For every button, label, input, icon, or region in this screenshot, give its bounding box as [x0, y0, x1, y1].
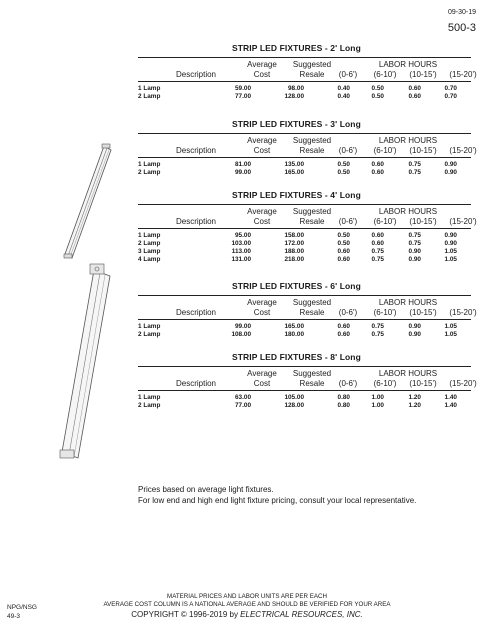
- row-resale: 188.00: [284, 248, 304, 255]
- header-rule-bottom: [138, 390, 471, 391]
- row-hours-6-10: 0.75: [371, 323, 384, 330]
- header-labor-hours: LABOR HOURS: [378, 369, 438, 378]
- header-hours-10-15: (10-15'): [409, 308, 437, 317]
- row-hours-15-20: 0.90: [444, 161, 457, 168]
- row-hours-10-15: 0.75: [408, 240, 421, 247]
- header-description: Description: [175, 379, 216, 388]
- header-suggested: Suggested: [292, 60, 332, 69]
- row-hours-0-6: 0.60: [337, 256, 350, 263]
- fixture-section: [0, 352, 494, 432]
- row-average-cost: 99.00: [235, 169, 251, 176]
- row-resale: 172.00: [284, 240, 304, 247]
- row-description: 2 Lamp: [138, 93, 161, 100]
- footer-copyright: [0, 610, 494, 619]
- header-rule-bottom: [138, 228, 471, 229]
- row-average-cost: 63.00: [235, 394, 251, 401]
- row-hours-15-20: 0.90: [444, 232, 457, 239]
- header-average: Average: [247, 369, 277, 378]
- row-hours-6-10: 0.60: [371, 169, 384, 176]
- row-hours-15-20: 1.40: [444, 402, 457, 409]
- row-hours-0-6: 0.80: [337, 394, 350, 401]
- row-description: 1 Lamp: [138, 394, 161, 401]
- row-average-cost: 131.00: [231, 256, 251, 263]
- row-hours-0-6: 0.40: [337, 93, 350, 100]
- header-hours-15-20: (15-20'): [449, 308, 477, 317]
- row-resale: 180.00: [284, 331, 304, 338]
- table-row: [0, 240, 494, 248]
- header-rule-top: [138, 204, 471, 205]
- row-hours-6-10: 0.50: [371, 85, 384, 92]
- footer-left-line-1: NPG/NSG: [7, 604, 37, 611]
- table-row: [0, 256, 494, 264]
- header-rule-bottom: [138, 319, 471, 320]
- header-description: Description: [175, 146, 216, 155]
- table-row: [0, 394, 494, 402]
- header-rule-top: [138, 295, 471, 296]
- section-title: STRIP LED FIXTURES - 4' Long: [232, 190, 361, 200]
- table-row: [0, 232, 494, 240]
- header-hours-0-6: (0-6'): [338, 146, 358, 155]
- header-average: Average: [247, 298, 277, 307]
- section-title: STRIP LED FIXTURES - 8' Long: [232, 352, 361, 362]
- table-row: [0, 323, 494, 331]
- header-cost: Cost: [253, 379, 271, 388]
- header-labor-hours: LABOR HOURS: [378, 136, 438, 145]
- row-resale: 218.00: [284, 256, 304, 263]
- header-hours-6-10: (6-10'): [373, 146, 397, 155]
- row-hours-10-15: 0.90: [408, 323, 421, 330]
- header-hours-10-15: (10-15'): [409, 379, 437, 388]
- row-hours-6-10: 0.75: [371, 248, 384, 255]
- row-hours-0-6: 0.50: [337, 240, 350, 247]
- footer-disclaimer-1: MATERIAL PRICES AND LABOR UNITS ARE PER EACH: [167, 593, 327, 600]
- footer-disclaimer-2: AVERAGE COST COLUMN IS A NATIONAL AVERAGE AND SHOULD BE VERIFIED FOR YOUR AREA: [103, 601, 391, 608]
- row-resale: 105.00: [284, 394, 304, 401]
- row-hours-10-15: 0.75: [408, 232, 421, 239]
- row-resale: 128.00: [284, 402, 304, 409]
- row-hours-6-10: 1.00: [371, 394, 384, 401]
- row-description: 1 Lamp: [138, 323, 161, 330]
- row-description: 3 Lamp: [138, 248, 161, 255]
- row-description: 1 Lamp: [138, 232, 161, 239]
- header-hours-0-6: (0-6'): [338, 217, 358, 226]
- section-title: STRIP LED FIXTURES - 6' Long: [232, 281, 361, 291]
- header-labor-hours: LABOR HOURS: [378, 298, 438, 307]
- row-hours-0-6: 0.60: [337, 323, 350, 330]
- header-rule-top: [138, 57, 471, 58]
- table-row: [0, 331, 494, 339]
- row-hours-15-20: 0.90: [444, 169, 457, 176]
- header-labor-hours: LABOR HOURS: [378, 60, 438, 69]
- row-resale: 128.00: [284, 93, 304, 100]
- row-average-cost: 77.00: [235, 93, 251, 100]
- row-resale: 165.00: [284, 323, 304, 330]
- row-hours-6-10: 0.60: [371, 240, 384, 247]
- header-suggested: Suggested: [292, 369, 332, 378]
- header-hours-6-10: (6-10'): [373, 379, 397, 388]
- header-description: Description: [175, 308, 216, 317]
- row-resale: 158.00: [284, 232, 304, 239]
- row-description: 2 Lamp: [138, 402, 161, 409]
- header-hours-10-15: (10-15'): [409, 217, 437, 226]
- header-hours-15-20: (15-20'): [449, 217, 477, 226]
- row-hours-6-10: 0.75: [371, 331, 384, 338]
- header-average: Average: [247, 136, 277, 145]
- header-rule-top: [138, 366, 471, 367]
- row-resale: 98.00: [288, 85, 304, 92]
- table-row: [0, 402, 494, 410]
- note-line-1: Prices based on average light fixtures.: [138, 485, 274, 494]
- row-hours-10-15: 0.75: [408, 169, 421, 176]
- row-hours-0-6: 0.50: [337, 161, 350, 168]
- header-suggested: Suggested: [292, 207, 332, 216]
- header-hours-10-15: (10-15'): [409, 146, 437, 155]
- row-hours-10-15: 0.90: [408, 331, 421, 338]
- header-resale: Resale: [299, 70, 325, 79]
- table-row: [0, 85, 494, 93]
- row-hours-0-6: 0.80: [337, 402, 350, 409]
- header-rule-top: [138, 133, 471, 134]
- row-hours-0-6: 0.50: [337, 232, 350, 239]
- row-hours-15-20: 1.40: [444, 394, 457, 401]
- table-row: [0, 169, 494, 177]
- row-resale: 135.00: [284, 161, 304, 168]
- header-hours-0-6: (0-6'): [338, 70, 358, 79]
- header-hours-15-20: (15-20'): [449, 379, 477, 388]
- row-average-cost: 108.00: [231, 331, 251, 338]
- header-cost: Cost: [253, 70, 271, 79]
- fixture-section: [0, 190, 494, 270]
- page-date: 09-30-19: [447, 9, 476, 16]
- row-hours-6-10: 0.50: [371, 93, 384, 100]
- row-hours-0-6: 0.60: [337, 331, 350, 338]
- header-cost: Cost: [253, 308, 271, 317]
- header-hours-10-15: (10-15'): [409, 70, 437, 79]
- header-cost: Cost: [253, 217, 271, 226]
- header-resale: Resale: [299, 217, 325, 226]
- header-hours-6-10: (6-10'): [373, 217, 397, 226]
- table-row: [0, 93, 494, 101]
- row-hours-10-15: 0.60: [408, 93, 421, 100]
- row-resale: 165.00: [284, 169, 304, 176]
- row-average-cost: 77.00: [235, 402, 251, 409]
- header-suggested: Suggested: [292, 298, 332, 307]
- row-hours-6-10: 0.60: [371, 161, 384, 168]
- table-row: [0, 161, 494, 169]
- row-description: 2 Lamp: [138, 169, 161, 176]
- row-hours-15-20: 0.90: [444, 240, 457, 247]
- header-description: Description: [175, 70, 216, 79]
- row-average-cost: 59.00: [235, 85, 251, 92]
- row-description: 2 Lamp: [138, 240, 161, 247]
- row-average-cost: 81.00: [235, 161, 251, 168]
- row-hours-0-6: 0.60: [337, 248, 350, 255]
- copyright-company: ELECTRICAL RESOURCES, INC.: [240, 610, 363, 619]
- row-hours-0-6: 0.50: [337, 169, 350, 176]
- header-labor-hours: LABOR HOURS: [378, 207, 438, 216]
- row-hours-15-20: 1.05: [444, 331, 457, 338]
- header-rule-bottom: [138, 81, 471, 82]
- row-hours-6-10: 0.60: [371, 232, 384, 239]
- row-hours-10-15: 0.90: [408, 248, 421, 255]
- note-line-2: For low end and high end light fixture pricing, consult your local representative.: [138, 496, 417, 505]
- header-rule-bottom: [138, 157, 471, 158]
- copyright-prefix: COPYRIGHT © 1996-2019 by: [131, 610, 241, 619]
- header-average: Average: [247, 207, 277, 216]
- row-description: 2 Lamp: [138, 331, 161, 338]
- header-resale: Resale: [299, 308, 325, 317]
- row-hours-10-15: 0.90: [408, 256, 421, 263]
- row-average-cost: 99.00: [235, 323, 251, 330]
- fixture-section: [0, 43, 494, 123]
- header-hours-0-6: (0-6'): [338, 308, 358, 317]
- row-hours-15-20: 1.05: [444, 256, 457, 263]
- row-average-cost: 95.00: [235, 232, 251, 239]
- header-resale: Resale: [299, 146, 325, 155]
- row-hours-6-10: 1.00: [371, 402, 384, 409]
- header-hours-0-6: (0-6'): [338, 379, 358, 388]
- row-hours-15-20: 1.05: [444, 323, 457, 330]
- header-description: Description: [175, 217, 216, 226]
- fixture-section: [0, 119, 494, 199]
- header-hours-15-20: (15-20'): [449, 70, 477, 79]
- row-hours-15-20: 0.70: [444, 85, 457, 92]
- header-cost: Cost: [253, 146, 271, 155]
- table-row: [0, 248, 494, 256]
- row-hours-6-10: 0.75: [371, 256, 384, 263]
- row-hours-10-15: 1.20: [408, 402, 421, 409]
- row-description: 4 Lamp: [138, 256, 161, 263]
- header-hours-15-20: (15-20'): [449, 146, 477, 155]
- row-description: 1 Lamp: [138, 161, 161, 168]
- header-suggested: Suggested: [292, 136, 332, 145]
- page-number: 500-3: [447, 22, 476, 34]
- header-hours-6-10: (6-10'): [373, 70, 397, 79]
- footer-left-line-2: 49-3: [7, 613, 21, 620]
- header-resale: Resale: [299, 379, 325, 388]
- row-hours-10-15: 0.60: [408, 85, 421, 92]
- notes: [138, 484, 416, 506]
- row-average-cost: 103.00: [231, 240, 251, 247]
- row-description: 1 Lamp: [138, 85, 161, 92]
- row-hours-0-6: 0.40: [337, 85, 350, 92]
- fixture-section: [0, 281, 494, 361]
- header-hours-6-10: (6-10'): [373, 308, 397, 317]
- section-title: STRIP LED FIXTURES - 2' Long: [232, 43, 361, 53]
- section-title: STRIP LED FIXTURES - 3' Long: [232, 119, 361, 129]
- row-average-cost: 113.00: [231, 248, 251, 255]
- row-hours-10-15: 0.75: [408, 161, 421, 168]
- row-hours-10-15: 1.20: [408, 394, 421, 401]
- row-hours-15-20: 0.70: [444, 93, 457, 100]
- row-hours-15-20: 1.05: [444, 248, 457, 255]
- header-average: Average: [247, 60, 277, 69]
